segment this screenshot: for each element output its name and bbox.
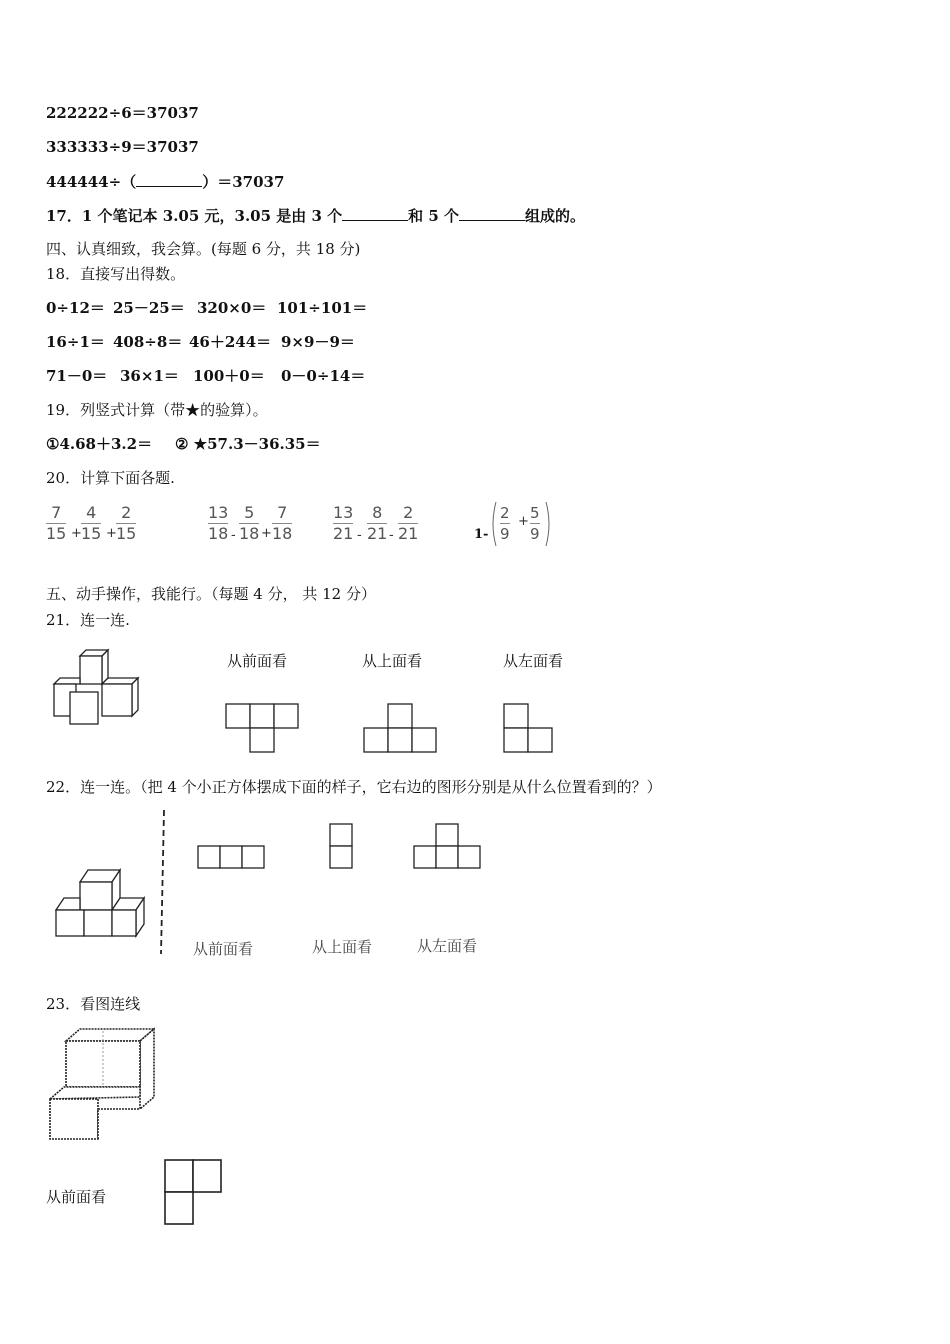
view-label-top: 从上面看 bbox=[362, 652, 423, 670]
q18-r2-c1: 16÷1＝ bbox=[46, 333, 105, 351]
q18-r3-c1: 71－0＝ bbox=[46, 367, 108, 385]
operator: - bbox=[357, 528, 362, 543]
denominator: 15 bbox=[81, 524, 102, 543]
q18-r3-c3: 100＋0＝ bbox=[193, 367, 265, 385]
numerator: 2 bbox=[403, 503, 414, 522]
fraction bbox=[239, 503, 259, 544]
q18-r1-c1: 0÷12＝ bbox=[46, 299, 105, 317]
operator: + bbox=[106, 526, 117, 541]
operator: + bbox=[71, 526, 82, 541]
view-label-front: 从前面看 bbox=[227, 652, 288, 670]
q17-part-2: 和 5 个 bbox=[408, 207, 460, 225]
answer-blank[interactable] bbox=[136, 172, 202, 187]
operator: - bbox=[231, 528, 236, 543]
q18-r1-c2: 25－25＝ bbox=[113, 299, 185, 317]
question-17 bbox=[46, 206, 585, 225]
q17-part-3: 组成的。 bbox=[525, 207, 586, 225]
numerator: 13 bbox=[208, 503, 229, 522]
fraction bbox=[272, 503, 292, 544]
question-18-title: 18．直接写出得数。 bbox=[46, 265, 186, 283]
fraction bbox=[116, 503, 136, 544]
view-shape-row-three bbox=[197, 845, 267, 869]
numerator: 2 bbox=[500, 504, 510, 522]
section-5-title: 五、动手操作，我能行。（每题 4 分， 共 12 分） bbox=[46, 585, 376, 603]
denominator: 21 bbox=[367, 524, 388, 543]
fraction bbox=[530, 503, 540, 544]
pattern-line-1: 222222÷6＝37037 bbox=[46, 104, 199, 122]
pattern-line-3-prefix: 444444÷（ bbox=[46, 173, 137, 191]
q18-r3-c2: 36×1＝ bbox=[120, 367, 179, 385]
view-shape-l bbox=[503, 703, 557, 753]
numerator: 5 bbox=[244, 503, 255, 522]
numerator: 13 bbox=[333, 503, 354, 522]
q22-label-top: 从上面看 bbox=[312, 938, 373, 956]
view-shape-column-two bbox=[329, 823, 355, 869]
question-19-title: 19．列竖式计算（带★的验算）。 bbox=[46, 401, 268, 419]
question-20-title: 20．计算下面各题. bbox=[46, 469, 175, 487]
fraction bbox=[208, 503, 228, 544]
q18-r1-c4: 101÷101＝ bbox=[277, 299, 368, 317]
pattern-line-3-suffix: ）＝37037 bbox=[202, 173, 285, 191]
denominator: 18 bbox=[208, 524, 229, 543]
denominator: 15 bbox=[116, 524, 137, 543]
fraction bbox=[81, 503, 101, 544]
operator: + bbox=[518, 514, 529, 529]
view-label-left: 从左面看 bbox=[503, 652, 564, 670]
q18-r2-c2: 408÷8＝ bbox=[113, 333, 183, 351]
fraction bbox=[46, 503, 66, 544]
pattern-line-2: 333333÷9＝37037 bbox=[46, 138, 199, 156]
question-22-title: 22．连一连。（把 4 个小正方体摆成下面的样子，它右边的图形分别是从什么位置看到的？） bbox=[46, 778, 662, 796]
fraction bbox=[367, 503, 387, 544]
numerator: 7 bbox=[51, 503, 62, 522]
operator: - bbox=[389, 528, 394, 543]
answer-blank[interactable] bbox=[342, 206, 408, 221]
denominator: 18 bbox=[239, 524, 260, 543]
q23-label-front: 从前面看 bbox=[46, 1188, 107, 1206]
expr4-lead: 1- bbox=[474, 527, 489, 542]
denominator: 9 bbox=[530, 525, 540, 543]
operator: + bbox=[261, 526, 272, 541]
answer-blank[interactable] bbox=[459, 206, 525, 221]
numerator: 7 bbox=[277, 503, 288, 522]
question-23-title: 23．看图连线 bbox=[46, 995, 141, 1013]
l-shaped-block-figure bbox=[46, 1027, 158, 1143]
pattern-line-3 bbox=[46, 172, 284, 191]
numerator: 2 bbox=[121, 503, 132, 522]
q18-r3-c4: 0－0÷14＝ bbox=[281, 367, 366, 385]
q18-r2-c4: 9×9－9＝ bbox=[281, 333, 355, 351]
section-4-title: 四、认真细致，我会算。(每题 6 分，共 18 分) bbox=[46, 240, 361, 258]
denominator: 15 bbox=[46, 524, 67, 543]
numerator: 8 bbox=[372, 503, 383, 522]
q18-r1-c3: 320×0＝ bbox=[197, 299, 267, 317]
q19-item-2: ② ★57.3－36.35＝ bbox=[175, 435, 321, 453]
four-cube-figure bbox=[52, 868, 152, 940]
view-shape-inverted-t bbox=[363, 703, 439, 753]
view-shape-inverted-t-small bbox=[413, 823, 483, 869]
denominator: 21 bbox=[333, 524, 354, 543]
q17-part-1: 17．1 个笔记本 3.05 元，3.05 是由 3 个 bbox=[46, 207, 343, 225]
denominator: 18 bbox=[272, 524, 293, 543]
fraction bbox=[333, 503, 353, 544]
denominator: 9 bbox=[500, 525, 510, 543]
numerator: 4 bbox=[86, 503, 97, 522]
question-21-title: 21．连一连. bbox=[46, 611, 130, 629]
view-shape-small-l bbox=[163, 1158, 225, 1226]
fraction bbox=[500, 503, 510, 544]
q19-item-1: ①4.68＋3.2＝ bbox=[46, 435, 153, 453]
q22-label-front: 从前面看 bbox=[193, 940, 254, 958]
q18-r2-c3: 46＋244＝ bbox=[189, 333, 272, 351]
denominator: 21 bbox=[398, 524, 419, 543]
cube-stack-figure bbox=[50, 650, 150, 726]
view-shape-t bbox=[225, 703, 301, 753]
numerator: 5 bbox=[530, 504, 540, 522]
fraction bbox=[398, 503, 418, 544]
q22-label-left: 从左面看 bbox=[417, 937, 478, 955]
dashed-divider bbox=[160, 810, 168, 956]
